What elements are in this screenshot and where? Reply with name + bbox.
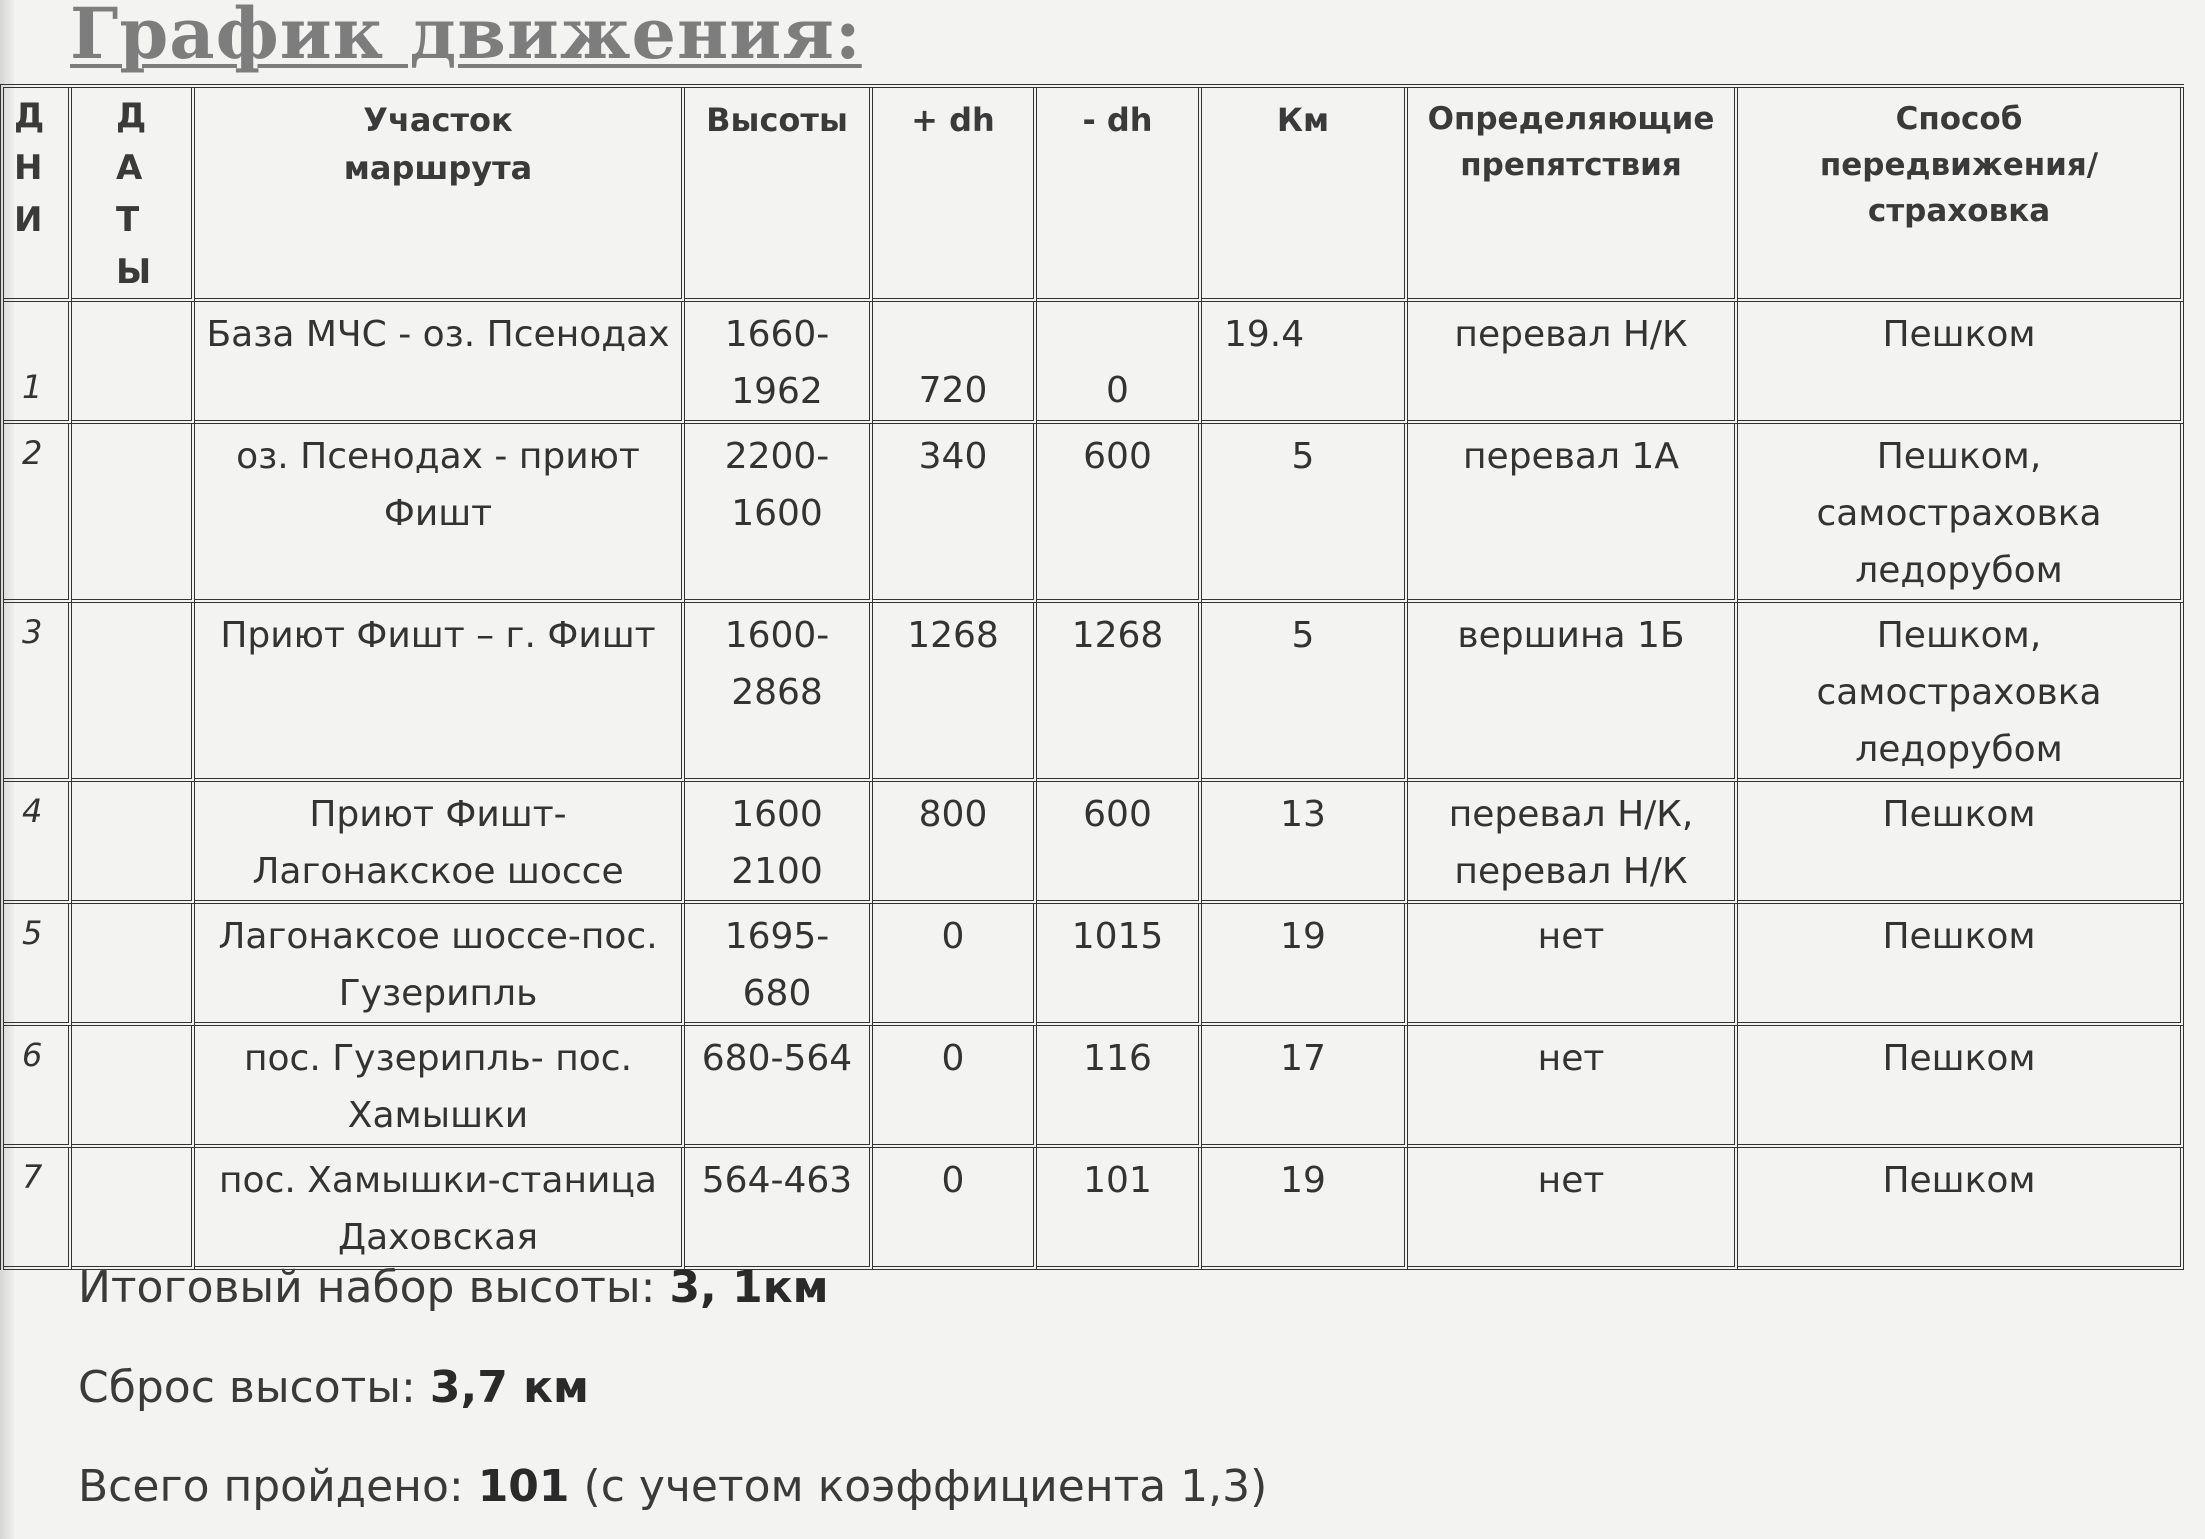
summary-loss-label: Сброс высоты: (78, 1362, 416, 1413)
date-cell (72, 1026, 195, 1148)
minus-dh-cell: 1268 (1037, 603, 1202, 782)
km-cell: 17 (1202, 1026, 1408, 1148)
method-cell: Пешком, самостраховка ледорубом (1738, 424, 2184, 603)
header-days-text: Д Н И (14, 96, 45, 240)
segment-cell: База МЧС - оз. Псенодах (195, 302, 685, 424)
header-dates (72, 88, 195, 302)
km-cell: 5 (1202, 603, 1408, 782)
summary-total-label: Всего пройдено: (78, 1461, 464, 1512)
minus-dh-cell: 116 (1037, 1026, 1202, 1148)
header-method-line1: Способ (1895, 101, 2023, 137)
day-cell: 7 (4, 1148, 72, 1270)
summary-gain-value: 3, 1км (669, 1262, 829, 1313)
day-cell: 6 (4, 1026, 72, 1148)
minus-dh-cell: 0 (1037, 302, 1202, 424)
method-cell: Пешком (1738, 1026, 2184, 1148)
header-method-line3: страховка (1867, 193, 2051, 229)
table-row (4, 1148, 2184, 1270)
table-row (4, 904, 2184, 1026)
obstacles-cell: вершина 1Б (1408, 603, 1738, 782)
plus-dh-cell: 800 (873, 782, 1037, 904)
summary-gain (78, 1262, 829, 1313)
date-cell (72, 782, 195, 904)
day-cell: 3 (4, 603, 72, 782)
obstacles-cell: перевал 1А (1408, 424, 1738, 603)
table-row (4, 603, 2184, 782)
minus-dh-cell: 1015 (1037, 904, 1202, 1026)
heights-cell: 1695-680 (685, 904, 873, 1026)
segment-cell: оз. Псенодах - приют Фишт (195, 424, 685, 603)
km-cell: 13 (1202, 782, 1408, 904)
obstacles-cell: нет (1408, 904, 1738, 1026)
segment-cell: пос. Хамышки-станица Даховская (195, 1148, 685, 1270)
table-row (4, 1026, 2184, 1148)
header-segment (195, 88, 685, 302)
km-cell: 5 (1202, 424, 1408, 603)
date-cell (72, 603, 195, 782)
day-cell: 5 (4, 904, 72, 1026)
summary-total (78, 1461, 1267, 1512)
km-cell: 19.4 (1202, 302, 1408, 424)
method-cell: Пешком (1738, 904, 2184, 1026)
page-title: График движения: (70, 0, 862, 75)
heights-cell: 1600 2100 (685, 782, 873, 904)
header-row (4, 88, 2184, 302)
plus-dh-cell: 0 (873, 1026, 1037, 1148)
obstacles-cell: перевал Н/К, перевал Н/К (1408, 782, 1738, 904)
obstacles-cell: нет (1408, 1026, 1738, 1148)
header-dates-text: Д А Т Ы (116, 96, 152, 292)
plus-dh-cell: 720 (873, 302, 1037, 424)
heights-cell: 564-463 (685, 1148, 873, 1270)
summary-loss-value: 3,7 км (429, 1362, 589, 1413)
segment-cell: Приют Фишт – г. Фишт (195, 603, 685, 782)
day-cell: 1 (4, 302, 72, 424)
header-km: Км (1202, 88, 1408, 302)
plus-dh-cell: 0 (873, 1148, 1037, 1270)
header-minus-dh: - dh (1037, 88, 1202, 302)
table-row (4, 302, 2184, 424)
date-cell (72, 904, 195, 1026)
header-method (1738, 88, 2184, 302)
header-segment-line2: маршрута (343, 149, 533, 187)
header-heights: Высоты (685, 88, 873, 302)
plus-dh-cell: 340 (873, 424, 1037, 603)
heights-cell: 1660-1962 (685, 302, 873, 424)
summary-loss (78, 1362, 589, 1413)
header-method-line2: передвижения/ (1819, 147, 2099, 183)
summary-total-note: (с учетом коэффициента 1,3) (583, 1461, 1268, 1512)
plus-dh-cell: 1268 (873, 603, 1037, 782)
header-obstacles-line2: препятствия (1460, 147, 1682, 183)
header-days (4, 88, 72, 302)
km-cell: 19 (1202, 904, 1408, 1026)
heights-cell: 1600-2868 (685, 603, 873, 782)
header-obstacles (1408, 88, 1738, 302)
date-cell (72, 1148, 195, 1270)
minus-dh-cell: 101 (1037, 1148, 1202, 1270)
method-cell: Пешком (1738, 782, 2184, 904)
header-plus-dh: + dh (873, 88, 1037, 302)
summary-total-value: 101 (477, 1461, 570, 1512)
header-segment-line1: Участок (363, 101, 513, 139)
date-cell (72, 302, 195, 424)
heights-cell: 680-564 (685, 1026, 873, 1148)
obstacles-cell: нет (1408, 1148, 1738, 1270)
table-row (4, 782, 2184, 904)
day-cell: 2 (4, 424, 72, 603)
minus-dh-cell: 600 (1037, 424, 1202, 603)
date-cell (72, 424, 195, 603)
summary-gain-label: Итоговый набор высоты: (78, 1262, 656, 1313)
day-cell: 4 (4, 782, 72, 904)
obstacles-cell: перевал Н/К (1408, 302, 1738, 424)
plus-dh-cell: 0 (873, 904, 1037, 1026)
table-row (4, 424, 2184, 603)
km-cell: 19 (1202, 1148, 1408, 1270)
segment-cell: Лагонаксое шоссе-пос. Гузерипль (195, 904, 685, 1026)
heights-cell: 2200-1600 (685, 424, 873, 603)
schedule-table (0, 84, 2184, 1270)
header-obstacles-line1: Определяющие (1427, 101, 1715, 137)
method-cell: Пешком, самостраховка ледорубом (1738, 603, 2184, 782)
method-cell: Пешком (1738, 302, 2184, 424)
segment-cell: Приют Фишт-Лагонакское шоссе (195, 782, 685, 904)
minus-dh-cell: 600 (1037, 782, 1202, 904)
segment-cell: пос. Гузерипль- пос. Хамышки (195, 1026, 685, 1148)
method-cell: Пешком (1738, 1148, 2184, 1270)
